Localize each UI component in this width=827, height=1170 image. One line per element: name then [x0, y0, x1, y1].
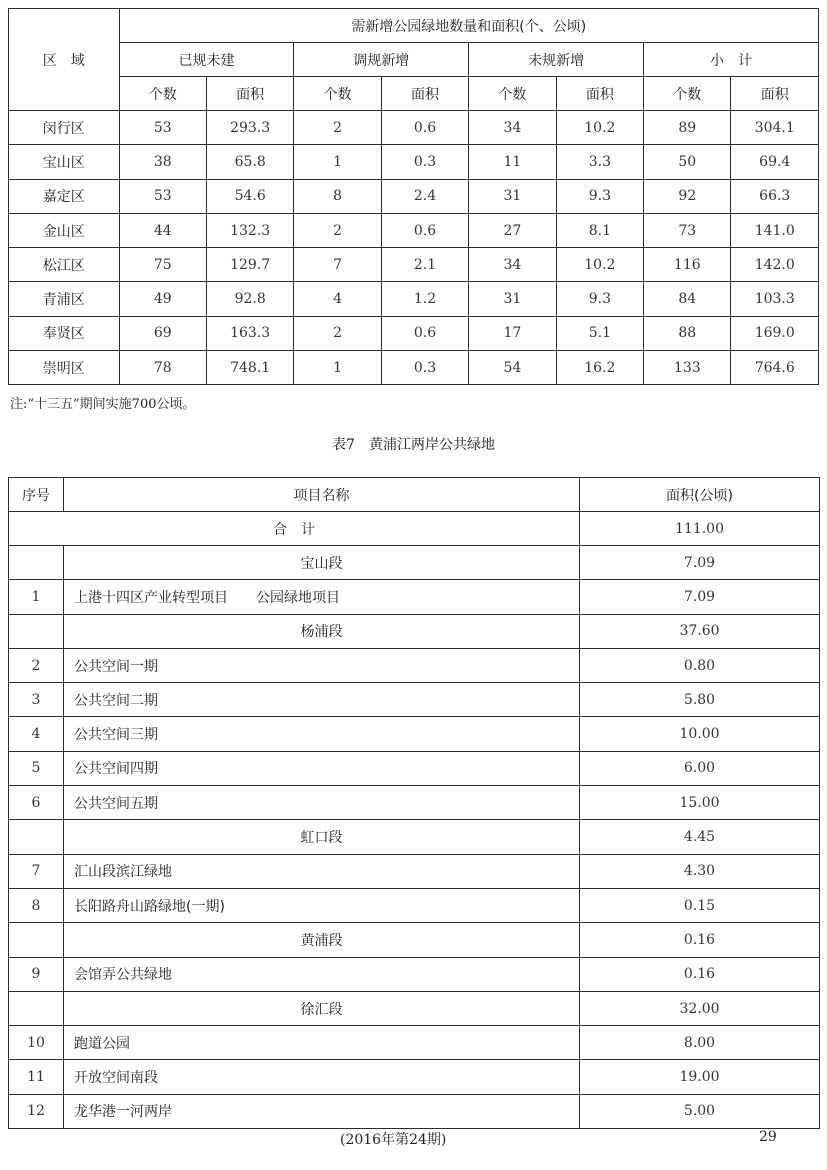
table-row	[9, 648, 820, 682]
area-cell: 129.7	[206, 248, 293, 282]
subgroup-header: 小 计	[644, 43, 819, 77]
seq-cell: 1	[9, 580, 64, 614]
green-space-by-district-table	[8, 8, 819, 385]
area-cell: 16.2	[556, 351, 643, 385]
count-cell: 50	[644, 145, 731, 179]
seq-cell: 10	[9, 1026, 64, 1060]
project-name-cell: 公共空间一期	[64, 648, 580, 682]
subgroup-header: 未规新增	[469, 43, 644, 77]
area-cell: 5.80	[580, 683, 820, 717]
count-cell: 31	[469, 179, 556, 213]
area-header: 面积	[206, 77, 293, 111]
region-cell: 宝山区	[9, 145, 120, 179]
area-cell: 0.80	[580, 648, 820, 682]
table-row	[9, 179, 819, 213]
count-cell: 89	[644, 111, 731, 145]
table-row	[9, 316, 819, 350]
count-cell: 53	[119, 111, 206, 145]
seq-cell	[9, 820, 64, 854]
section-name-cell: 黄浦段	[64, 923, 580, 957]
count-cell: 11	[469, 145, 556, 179]
area-cell: 0.16	[580, 957, 820, 991]
seq-cell: 11	[9, 1060, 64, 1094]
region-cell: 奉贤区	[9, 316, 120, 350]
count-cell: 75	[119, 248, 206, 282]
table-row	[9, 957, 820, 991]
area-cell: 5.1	[556, 316, 643, 350]
page-number: 29	[759, 1129, 777, 1145]
table-note: 注:“十三五”期间实施700公顷。	[10, 397, 196, 412]
area-cell: 132.3	[206, 213, 293, 247]
huangpu-riverside-green-table	[8, 477, 820, 1129]
count-cell: 53	[119, 179, 206, 213]
count-cell: 7	[294, 248, 381, 282]
count-header: 个数	[469, 77, 556, 111]
section-name-cell: 徐汇段	[64, 991, 580, 1025]
count-cell: 34	[469, 111, 556, 145]
table-row	[9, 145, 819, 179]
area-cell: 10.00	[580, 717, 820, 751]
area-cell: 1.2	[381, 282, 468, 316]
table-row	[9, 1094, 820, 1128]
seq-cell: 2	[9, 648, 64, 682]
name-header: 项目名称	[64, 478, 580, 512]
area-cell: 9.3	[556, 282, 643, 316]
region-cell: 嘉定区	[9, 179, 120, 213]
area-cell: 0.3	[381, 145, 468, 179]
table-row	[9, 683, 820, 717]
project-name-cell: 公共空间四期	[64, 751, 580, 785]
table-caption: 表7 黄浦江两岸公共绿地	[332, 437, 495, 453]
section-row	[9, 923, 820, 957]
count-cell: 1	[294, 351, 381, 385]
table-row	[9, 248, 819, 282]
subgroup-header: 调规新增	[294, 43, 469, 77]
region-cell: 崇明区	[9, 351, 120, 385]
area-cell: 293.3	[206, 111, 293, 145]
section-row	[9, 991, 820, 1025]
area-cell: 0.6	[381, 111, 468, 145]
seq-cell	[9, 546, 64, 580]
count-cell: 84	[644, 282, 731, 316]
area-cell: 142.0	[731, 248, 819, 282]
seq-cell: 6	[9, 786, 64, 820]
area-header: 面积	[556, 77, 643, 111]
table-row	[9, 888, 820, 922]
count-cell: 92	[644, 179, 731, 213]
table-row	[9, 854, 820, 888]
area-cell: 764.6	[731, 351, 819, 385]
region-header: 区 域	[9, 9, 120, 111]
area-header: 面积	[381, 77, 468, 111]
area-cell: 5.00	[580, 1094, 820, 1128]
seq-cell: 3	[9, 683, 64, 717]
area-cell: 6.00	[580, 751, 820, 785]
section-name-cell: 杨浦段	[64, 614, 580, 648]
count-cell: 1	[294, 145, 381, 179]
table-row	[9, 1026, 820, 1060]
table-row	[9, 717, 820, 751]
area-cell: 10.2	[556, 111, 643, 145]
area-cell: 3.3	[556, 145, 643, 179]
area-cell: 748.1	[206, 351, 293, 385]
project-name-cell: 公共空间五期	[64, 786, 580, 820]
table-row	[9, 111, 819, 145]
section-row	[9, 820, 820, 854]
area-cell: 37.60	[580, 614, 820, 648]
total-label: 合 计	[9, 512, 580, 546]
table-row	[9, 213, 819, 247]
count-cell: 17	[469, 316, 556, 350]
area-cell: 0.6	[381, 316, 468, 350]
count-cell: 38	[119, 145, 206, 179]
section-name-cell: 宝山段	[64, 546, 580, 580]
subgroup-header: 已规未建	[119, 43, 294, 77]
seq-cell	[9, 991, 64, 1025]
count-cell: 2	[294, 316, 381, 350]
area-cell: 19.00	[580, 1060, 820, 1094]
area-cell: 69.4	[731, 145, 819, 179]
project-name-cell: 龙华港一河两岸	[64, 1094, 580, 1128]
project-name-cell: 长阳路舟山路绿地(一期)	[64, 888, 580, 922]
table-row	[9, 282, 819, 316]
area-cell: 66.3	[731, 179, 819, 213]
area-cell: 15.00	[580, 786, 820, 820]
count-cell: 78	[119, 351, 206, 385]
count-cell: 69	[119, 316, 206, 350]
seq-cell	[9, 923, 64, 957]
project-name-cell: 上港十四区产业转型项目 公园绿地项目	[64, 580, 580, 614]
area-cell: 4.30	[580, 854, 820, 888]
count-cell: 8	[294, 179, 381, 213]
area-cell: 92.8	[206, 282, 293, 316]
area-cell: 0.3	[381, 351, 468, 385]
area-cell: 7.09	[580, 546, 820, 580]
area-cell: 304.1	[731, 111, 819, 145]
seq-cell: 4	[9, 717, 64, 751]
seq-cell: 5	[9, 751, 64, 785]
region-cell: 青浦区	[9, 282, 120, 316]
count-cell: 88	[644, 316, 731, 350]
area-cell: 163.3	[206, 316, 293, 350]
issue-footer: (2016年第24期)	[340, 1132, 447, 1148]
count-header: 个数	[644, 77, 731, 111]
seq-cell: 7	[9, 854, 64, 888]
region-cell: 闵行区	[9, 111, 120, 145]
seq-header: 序号	[9, 478, 64, 512]
count-cell: 54	[469, 351, 556, 385]
count-cell: 44	[119, 213, 206, 247]
area-cell: 9.3	[556, 179, 643, 213]
area-cell: 4.45	[580, 820, 820, 854]
area-cell: 0.15	[580, 888, 820, 922]
table-row	[9, 351, 819, 385]
count-cell: 49	[119, 282, 206, 316]
total-area: 111.00	[580, 512, 820, 546]
table-row	[9, 580, 820, 614]
project-name-cell: 跑道公园	[64, 1026, 580, 1060]
area-cell: 2.4	[381, 179, 468, 213]
area-cell: 7.09	[580, 580, 820, 614]
area-cell: 169.0	[731, 316, 819, 350]
count-cell: 2	[294, 111, 381, 145]
table-row	[9, 751, 820, 785]
project-name-cell: 公共空间二期	[64, 683, 580, 717]
table-row	[9, 1060, 820, 1094]
count-cell: 116	[644, 248, 731, 282]
count-cell: 34	[469, 248, 556, 282]
area-cell: 141.0	[731, 213, 819, 247]
area-cell: 2.1	[381, 248, 468, 282]
count-header: 个数	[294, 77, 381, 111]
count-cell: 27	[469, 213, 556, 247]
count-header: 个数	[119, 77, 206, 111]
area-cell: 0.16	[580, 923, 820, 957]
area-header: 面积	[731, 77, 819, 111]
count-cell: 133	[644, 351, 731, 385]
project-name-cell: 开放空间南段	[64, 1060, 580, 1094]
area-header: 面积(公顷)	[580, 478, 820, 512]
count-cell: 73	[644, 213, 731, 247]
project-name-cell: 会馆弄公共绿地	[64, 957, 580, 991]
section-name-cell: 虹口段	[64, 820, 580, 854]
region-cell: 金山区	[9, 213, 120, 247]
group-header: 需新增公园绿地数量和面积(个、公顷)	[119, 9, 818, 43]
table-row	[9, 786, 820, 820]
count-cell: 31	[469, 282, 556, 316]
area-cell: 103.3	[731, 282, 819, 316]
project-name-cell: 汇山段滨江绿地	[64, 854, 580, 888]
area-cell: 0.6	[381, 213, 468, 247]
section-row	[9, 614, 820, 648]
seq-cell: 8	[9, 888, 64, 922]
project-name-cell: 公共空间三期	[64, 717, 580, 751]
count-cell: 4	[294, 282, 381, 316]
seq-cell: 12	[9, 1094, 64, 1128]
area-cell: 8.00	[580, 1026, 820, 1060]
seq-cell: 9	[9, 957, 64, 991]
seq-cell	[9, 614, 64, 648]
area-cell: 65.8	[206, 145, 293, 179]
area-cell: 54.6	[206, 179, 293, 213]
area-cell: 32.00	[580, 991, 820, 1025]
area-cell: 10.2	[556, 248, 643, 282]
count-cell: 2	[294, 213, 381, 247]
region-cell: 松江区	[9, 248, 120, 282]
area-cell: 8.1	[556, 213, 643, 247]
section-row	[9, 546, 820, 580]
